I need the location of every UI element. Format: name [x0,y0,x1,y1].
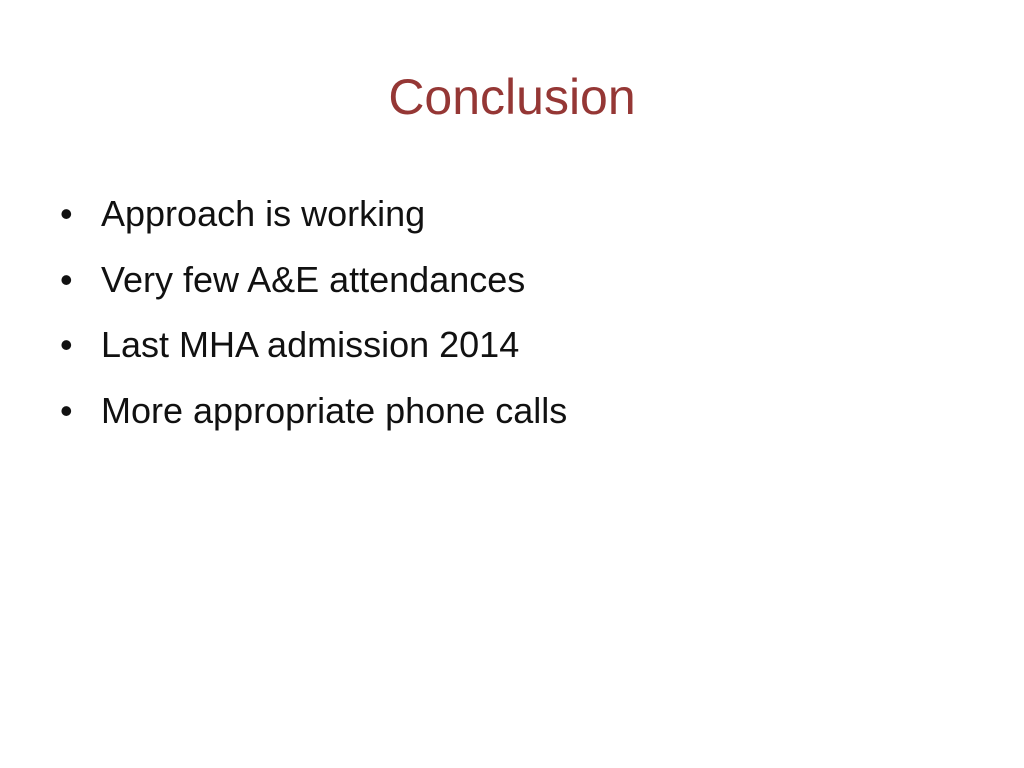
bullet-dot-icon: • [60,324,73,365]
bullet-text: Approach is working [101,193,426,234]
bullet-dot-icon: • [60,193,73,234]
list-item [60,252,960,318]
list-item [60,186,960,252]
list-item [60,317,960,383]
bullet-list [60,186,960,448]
slide-title: Conclusion [388,69,636,125]
bullet-text: Last MHA admission 2014 [101,324,520,365]
bullet-text: More appropriate phone calls [101,389,568,431]
bullet-dot-icon: • [60,389,73,431]
bullet-text: Very few A&E attendances [101,258,526,300]
list-item [60,383,960,449]
bullet-dot-icon: • [60,258,73,300]
